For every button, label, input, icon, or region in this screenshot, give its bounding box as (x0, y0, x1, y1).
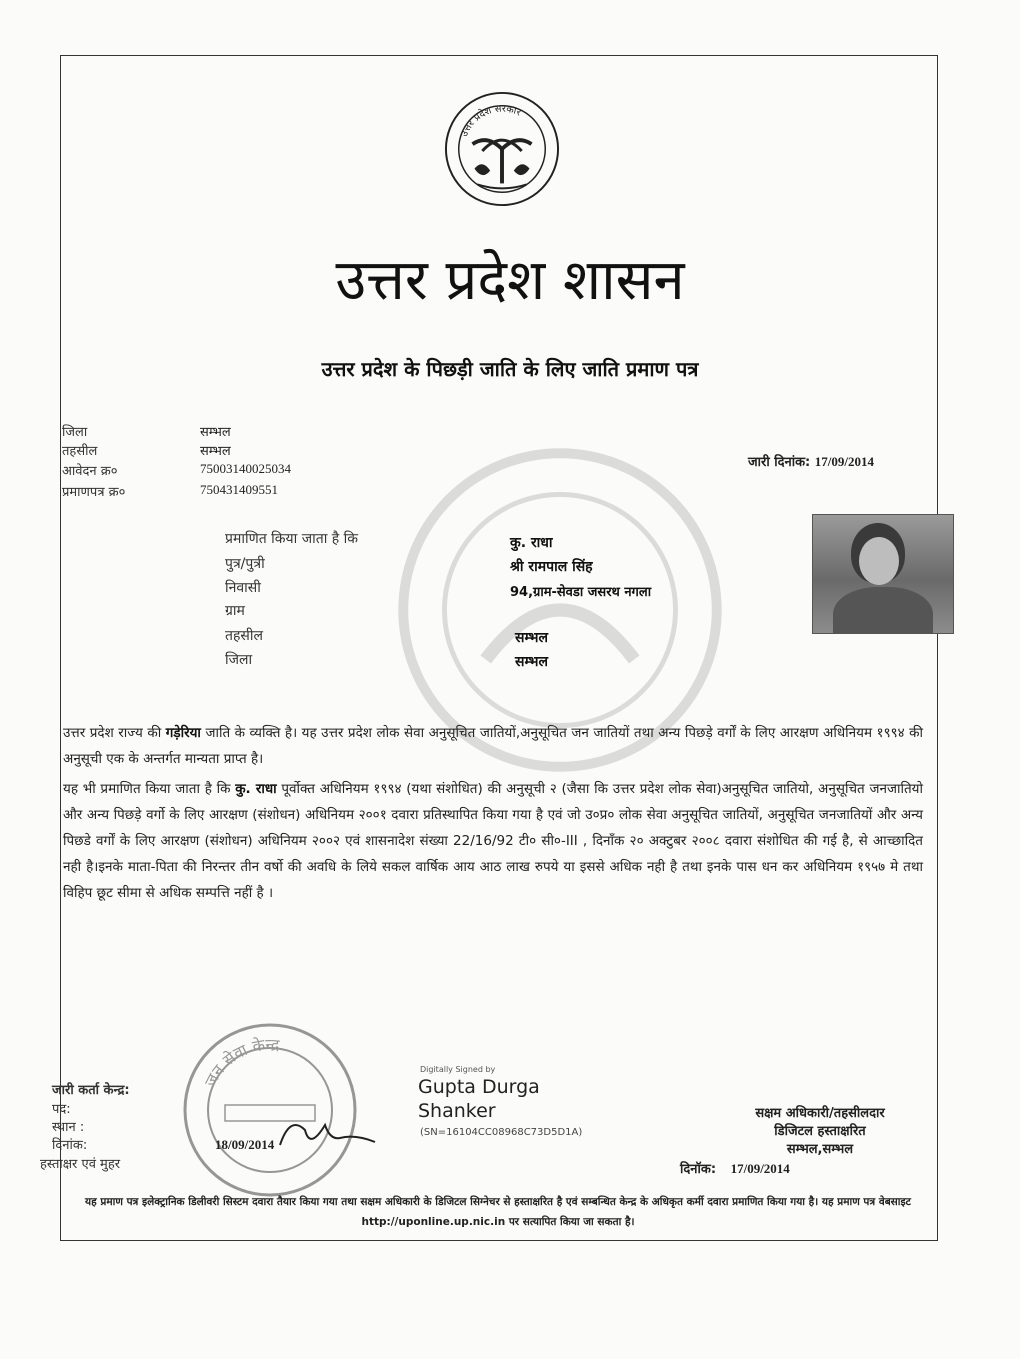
handwritten-signature-icon (270, 1110, 380, 1160)
post-label: पद: (52, 1102, 71, 1117)
p1-text-b: जाति के व्यक्ति है। यह उत्तर प्रदेश लोक सेवा अनुसूचित जातियों,अनुसूचित जन जातियों तथा अन्य पिछड़े वर्गों के लिए आरक्षण अधिनियम १९९४ की अनुसूची एक के अन्तर्गत मान्यता प्राप्त है। (63, 725, 924, 767)
p2-text-a: यह भी प्रमाणित किया जाता है कि (63, 781, 231, 797)
field-tehsil-value: सम्भल (515, 630, 548, 646)
resident-value: 94,ग्राम-सेवडा जसरथ नगला (510, 585, 652, 600)
up-govt-emblem-icon (443, 90, 561, 208)
place-label: स्थान : (52, 1120, 85, 1135)
certificate-no-value: 750431409551 (200, 482, 278, 497)
signer-name-line1: Gupta Durga (418, 1076, 540, 1098)
authority-block (705, 1105, 935, 1159)
tehsil-value: सम्भल (200, 444, 231, 459)
issue-date-label: जारी दिनांक: (748, 455, 811, 470)
signature-seal-label: हस्ताक्षर एवं मुहर (40, 1157, 121, 1172)
certify-label: प्रमाणित किया जाता है कि (225, 531, 359, 547)
footer-note: यह प्रमाण पत्र इलेक्ट्रानिक डिलीवरी सिस्टम दवारा तैयार किया गया तथा सक्षम अधिकारी के डिजिटल सिग्नेचर से हस्ताक्षरित है एवं सम्बन्धित केन्द्र के अधिकृत कर्मी दवारा प्रमाणित किया गया है। यह प्रमाण पत्र वेबसाइट http://uponline.up.nic.in पर सत्यापित किया जा सकता है। (85, 1196, 911, 1228)
issuer-date-label: दिनांक: (52, 1138, 88, 1153)
svg-text:जन सेवा केन्द्र: जन सेवा केन्द्र (200, 1034, 281, 1090)
page-title: उत्तर प्रदेश शासन (335, 248, 685, 313)
issue-date-line (748, 452, 874, 470)
authority-line2: डिजिटल हस्ताक्षरित (774, 1124, 866, 1139)
authority-date-value: 17/09/2014 (730, 1161, 790, 1176)
authority-date-label: दिनॉक: (680, 1162, 717, 1177)
district-label: जिला (62, 425, 88, 440)
field-tehsil-label: तहसील (225, 628, 263, 644)
parent-name: श्री रामपाल सिंह (510, 559, 593, 575)
field-district-value: सम्भल (515, 654, 548, 670)
certificate-subtitle: उत्तर प्रदेश के पिछड़ी जाति के लिए जाति प्रमाण पत्र (321, 357, 699, 381)
p1-text-a: उत्तर प्रदेश राज्य की (63, 725, 162, 741)
authority-line3: सम्भल,सम्भल (786, 1142, 854, 1157)
field-district-label: जिला (225, 652, 253, 668)
application-no-label: आवेदन क्र० (62, 464, 118, 479)
application-no-value: 75003140025034 (200, 461, 291, 476)
signer-serial: (SN=16104CC08968C73D5D1A) (420, 1127, 583, 1138)
applicant-photo (812, 514, 954, 634)
p2-text-b: पूर्वोक्त अधिनियम १९९४ (यथा संशोधित) की अनुसूची २ (जैसा कि उत्तर प्रदेश लोक सेवा)अनुसूचित जातियो, अनुसूचित जनजातियो और अन्य पिछड़े वर्गो के लिए आरक्षण (संशोधन) अधिनियम २००१ दवारा प्रतिस्थापित किया गया है एवं जो उ०प्र० लोक सेवा अनुसूचित जातियों, अनुसूचित जनजातियों और अन्य पिछडे वर्गों के लिए आरक्षण (संशोधन) अधिनियम २००२ एवं शासनादेश संख्या 22/16/92 टी० सी०-III , दिनाँक २० अक्टुबर २००८ दवारा संशोधित की गई है, से आच्छादित नही है।इनके माता-पिता की निरन्तर तीन वर्षो की अवधि के लिये सकल वार्षिक आय आठ लाख रुपये या इससे अधिक नही है तथा इनके पास धन कर अधिनियम १९५७ मे तथा विहिप छूट सीमा से अधिक सम्पत्ति नहीं है । (63, 781, 924, 901)
authority-date-line (680, 1159, 790, 1177)
issue-date-value: 17/09/2014 (814, 454, 875, 469)
paragraph-2 (63, 776, 923, 906)
resident-label: निवासी (225, 580, 261, 596)
district-value: सम्भल (200, 425, 231, 440)
issuer-date-value: 18/09/2014 (215, 1137, 275, 1152)
paragraph-1 (63, 720, 923, 772)
p2-applicant-name: कु. राधा (235, 781, 277, 797)
svg-text:उत्तर प्रदेश सरकार: उत्तर प्रदेश सरकार (458, 103, 523, 139)
digitally-signed-label: Digitally Signed by (420, 1065, 496, 1074)
caste-name: गड़ेरिया (165, 725, 201, 741)
authority-line1: सक्षम अधिकारी/तहसीलदार (755, 1106, 885, 1121)
tehsil-label: तहसील (62, 444, 98, 459)
village-label: ग्राम (225, 603, 245, 619)
applicant-name: कु. राधा (510, 535, 553, 551)
signer-name-line2: Shanker (418, 1100, 496, 1122)
certificate-no-label: प्रमाणपत्र क्र० (62, 485, 126, 500)
parent-label: पुत्र/पुत्री (225, 556, 265, 572)
issuing-centre-label: जारी कर्ता केन्द्र: (52, 1083, 130, 1098)
